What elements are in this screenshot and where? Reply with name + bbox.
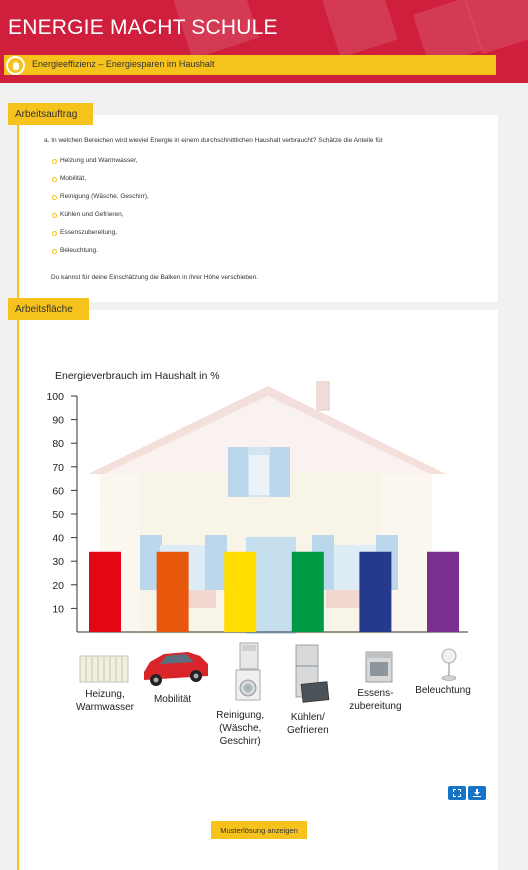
show-solution-button[interactable]: Musterlösung anzeigen (211, 821, 307, 839)
y-tick-label: 80 (52, 438, 64, 451)
stove-icon (366, 652, 392, 682)
y-tick-label: 60 (52, 485, 64, 498)
task-note: Du kannst für deine Einschätzung die Balken in ihrer Höhe verschieben. (51, 274, 259, 281)
y-tick-label: 50 (52, 509, 64, 521)
expand-icon (453, 789, 461, 797)
chart-title: Energieverbrauch im Haushalt in % (55, 370, 220, 382)
y-tick-label: 100 (46, 391, 64, 403)
fullscreen-button[interactable] (448, 786, 466, 800)
task-item: Beleuchtung. (52, 247, 149, 265)
task-item: Reinigung (Wäsche, Geschirr), (52, 193, 149, 211)
task-tag: Arbeitsauftrag (8, 103, 93, 125)
y-tick-label: 20 (52, 579, 64, 592)
lamp-icon (442, 649, 456, 681)
download-icon (473, 789, 481, 797)
x-category-label: Essens- zubereitung (349, 688, 402, 712)
y-tick-label: 10 (52, 603, 64, 616)
workspace-tag: Arbeitsfläche (8, 298, 89, 320)
y-tick-label: 30 (52, 556, 64, 569)
topic-title: Energieeffizienz – Energiesparen im Haushalt (32, 59, 215, 69)
x-category-label: Reinigung, (Wäsche, Geschirr) (216, 710, 265, 747)
task-item: Heizung und Warmwasser, (52, 157, 149, 175)
x-category-label: Beleuchtung (415, 685, 471, 696)
task-item: Essenszubereitung, (52, 229, 149, 247)
y-tick-label: 90 (52, 414, 64, 427)
x-category-label: Mobilität (153, 694, 192, 705)
task-question: a. In welchen Bereichen wird wieviel Energie in einem durchschnittlichen Haushalt verbraucht? Schätze die Anteile für (44, 137, 383, 144)
task-item: Mobilität, (52, 175, 149, 193)
washing-machine-icon (236, 643, 260, 700)
y-tick-label: 40 (52, 532, 64, 545)
car-icon (144, 652, 208, 686)
task-item: Kühlen und Gefrieren, (52, 211, 149, 229)
fridge-icon (296, 645, 329, 702)
radiator-icon (80, 656, 128, 682)
app-title: ENERGIE MACHT SCHULE (8, 16, 278, 39)
x-category-label: Kühlen/ Gefrieren (286, 712, 329, 736)
download-button[interactable] (468, 786, 486, 800)
y-tick-label: 70 (52, 461, 64, 474)
x-category-label: Heizung, Warmwasser (76, 689, 134, 713)
